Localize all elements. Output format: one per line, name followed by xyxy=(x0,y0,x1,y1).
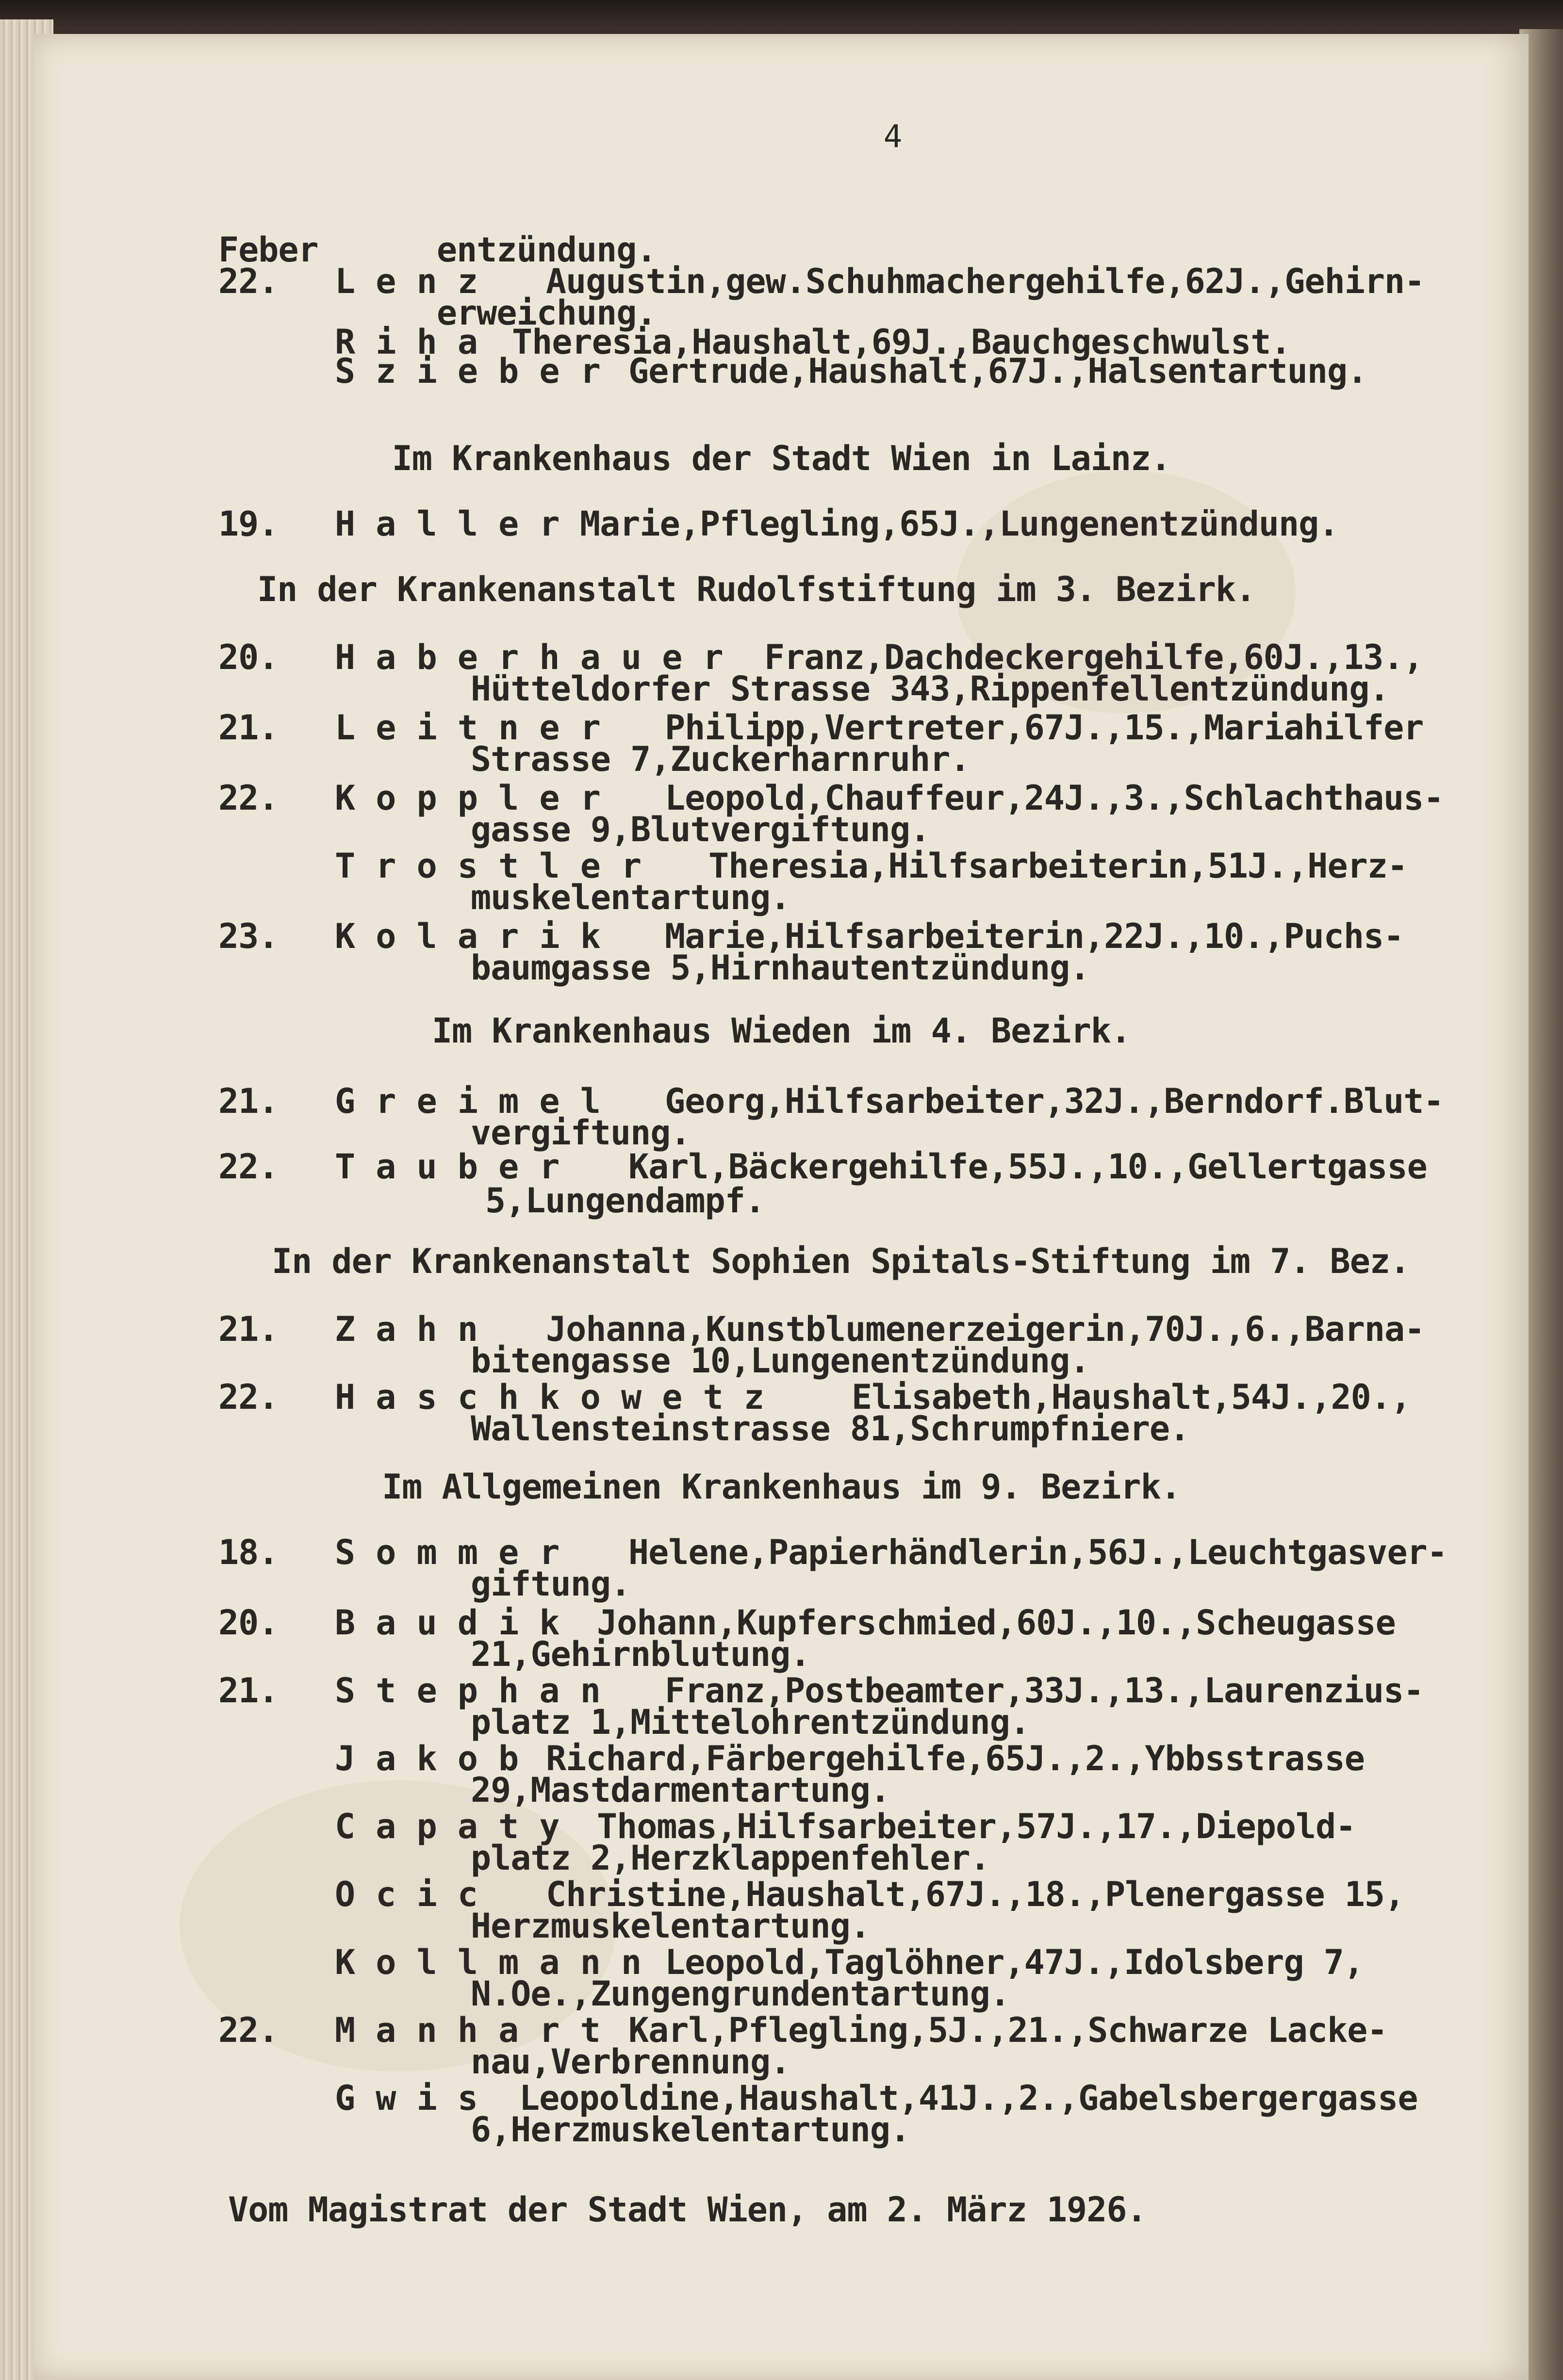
entry-details: Richard,Färbergehilfe,65J.,2.,Ybbsstrasse xyxy=(546,1739,1365,1778)
entry-surname: B a u d i k xyxy=(335,1603,560,1643)
entry-date: 21. xyxy=(218,708,279,748)
entry-continuation: erweichung. xyxy=(437,293,657,333)
entry-date: 21. xyxy=(218,1671,279,1711)
entry-details: Karl,Pflegling,5J.,21.,Schwarze Lacke- xyxy=(628,2010,1387,2050)
section-heading: Im Krankenhaus der Stadt Wien in Lainz. xyxy=(392,439,1171,478)
entry-date: 20. xyxy=(218,637,279,677)
entry-surname: L e n z xyxy=(335,261,478,301)
entry-date: 22. xyxy=(218,261,279,301)
section-heading: In der Krankenanstalt Rudolfstiftung im 3. Bezirk. xyxy=(257,570,1256,609)
section-heading: Im Krankenhaus Wieden im 4. Bezirk. xyxy=(431,1011,1131,1051)
entry-continuation: Wallensteinstrasse 81,Schrumpfniere. xyxy=(471,1409,1190,1449)
entry-surname: K o l a r i k xyxy=(335,916,601,956)
entry-surname: R i h a xyxy=(335,322,478,362)
entry-surname: G w i s xyxy=(335,2078,478,2118)
entry-details: Gertrude,Haushalt,67J.,Halsentartung. xyxy=(628,351,1367,391)
entry-continuation: 6,Herzmuskelentartung. xyxy=(471,2110,910,2150)
entry-date: 20. xyxy=(218,1603,279,1643)
entry-continuation: 5,Lungendampf. xyxy=(485,1181,765,1221)
entry-details: Theresia,Haushalt,69J.,Bauchgeschwulst. xyxy=(512,322,1291,362)
section-heading: In der Krankenanstalt Sophien Spitals-Stiftung im 7. Bez. xyxy=(272,1241,1410,1281)
entry-details: Helene,Papierhändlerin,56J.,Leuchtgasver- xyxy=(628,1532,1447,1572)
entry-date: 22. xyxy=(218,778,279,818)
entry-details: Leopold,Chauffeur,24J.,3.,Schlachthaus- xyxy=(665,778,1444,818)
entry-surname: S o m m e r xyxy=(335,1532,560,1572)
entry-continuation: Hütteldorfer Strasse 343,Rippenfellentzündung. xyxy=(471,669,1389,709)
entry-surname: K o l l m a n n xyxy=(335,1942,642,1982)
entry-surname: O c i c xyxy=(335,1875,478,1914)
entry-details: Philipp,Vertreter,67J.,15.,Mariahilfer xyxy=(665,708,1424,748)
page-number: 4 xyxy=(883,119,903,155)
entry-details: Johann,Kupferschmied,60J.,10.,Scheugasse xyxy=(597,1603,1396,1643)
entry-continuation: giftung. xyxy=(471,1564,631,1604)
section-heading: Im Allgemeinen Krankenhaus im 9. Bezirk. xyxy=(382,1467,1181,1507)
entry-continuation: platz 1,Mittelohrentzündung. xyxy=(471,1702,1030,1742)
entry-date: 21. xyxy=(218,1081,279,1121)
entry-details: Marie,Hilfsarbeiterin,22J.,10.,Puchs- xyxy=(665,916,1404,956)
entry-continuation: 29,Mastdarmentartung. xyxy=(471,1770,890,1810)
entry-continuation: 21,Gehirnblutung. xyxy=(471,1634,810,1674)
entry-continuation: baumgasse 5,Hirnhautentzündung. xyxy=(471,948,1090,988)
entry-details: Karl,Bäckergehilfe,55J.,10.,Gellertgasse xyxy=(628,1147,1427,1187)
entry-surname: C a p a t y xyxy=(335,1807,560,1846)
entry-details: Johanna,Kunstblumenerzeigerin,70J.,6.,Barna- xyxy=(546,1309,1425,1349)
entry-details: Augustin,gew.Schuhmachergehilfe,62J.,Gehirn- xyxy=(546,261,1425,301)
entry-details: Leopoldine,Haushalt,41J.,2.,Gabelsbergergasse xyxy=(519,2078,1418,2118)
entry-surname: J a k o b xyxy=(335,1739,519,1778)
previous-entry-end: entzündung. xyxy=(437,230,657,270)
entry-surname: S t e p h a n xyxy=(335,1671,601,1711)
entry-date: 21. xyxy=(218,1309,279,1349)
entry-continuation: N.Oe.,Zungengrundentartung. xyxy=(471,1974,1010,2014)
entry-details: Elisabeth,Haushalt,54J.,20., xyxy=(852,1377,1411,1417)
entry-details: Franz,Postbeamter,33J.,13.,Laurenzius- xyxy=(665,1671,1424,1711)
entry-surname: H a b e r h a u e r xyxy=(335,637,724,677)
entry-date: 18. xyxy=(218,1532,279,1572)
entry-surname: S z i e b e r xyxy=(335,351,601,391)
entry-continuation: platz 2,Herzklappenfehler. xyxy=(471,1838,990,1878)
entry-details: Theresia,Hilfsarbeiterin,51J.,Herz- xyxy=(708,846,1408,886)
entry-date: 22. xyxy=(218,1377,279,1417)
entry-surname: T r o s t l e r xyxy=(335,846,642,886)
month-label: Feber xyxy=(218,230,318,270)
document-page xyxy=(34,34,1529,2380)
entry-continuation: vergiftung. xyxy=(471,1113,691,1153)
entry-details: Thomas,Hilfsarbeiter,57J.,17.,Diepold- xyxy=(597,1807,1356,1846)
entry-surname: L e i t n e r xyxy=(335,708,601,748)
entry-date: 23. xyxy=(218,916,279,956)
scan-border xyxy=(0,0,1563,29)
entry-details: Leopold,Taglöhner,47J.,Idolsberg 7, xyxy=(665,1942,1364,1982)
entry-details: Marie,Pflegling,65J.,Lungenentzündung. xyxy=(580,504,1339,544)
entry-surname: H a l l e r xyxy=(335,504,560,544)
entry-surname: H a s c h k o w e t z xyxy=(335,1377,765,1417)
entry-continuation: Strasse 7,Zuckerharnruhr. xyxy=(471,739,970,779)
document-footer: Vom Magistrat der Stadt Wien, am 2. März 1926. xyxy=(228,2190,1147,2230)
entry-date: 22. xyxy=(218,2010,279,2050)
entry-continuation: bitengasse 10,Lungenentzündung. xyxy=(471,1341,1090,1381)
entry-date: 19. xyxy=(218,504,279,544)
entry-date: 22. xyxy=(218,1147,279,1187)
entry-surname: G r e i m e l xyxy=(335,1081,601,1121)
entry-continuation: muskelentartung. xyxy=(471,878,790,917)
entry-continuation: nau,Verbrennung. xyxy=(471,2042,790,2082)
entry-details: Franz,Dachdeckergehilfe,60J.,13., xyxy=(764,637,1423,677)
entry-surname: M a n h a r t xyxy=(335,2010,601,2050)
entry-surname: T a u b e r xyxy=(335,1147,560,1187)
entry-continuation: Herzmuskelentartung. xyxy=(471,1906,870,1946)
entry-details: Christine,Haushalt,67J.,18.,Plenergasse 15, xyxy=(546,1875,1405,1914)
entry-surname: K o p p l e r xyxy=(335,778,601,818)
entry-surname: Z a h n xyxy=(335,1309,478,1349)
entry-details: Georg,Hilfsarbeiter,32J.,Berndorf.Blut- xyxy=(665,1081,1444,1121)
entry-continuation: gasse 9,Blutvergiftung. xyxy=(471,810,930,849)
